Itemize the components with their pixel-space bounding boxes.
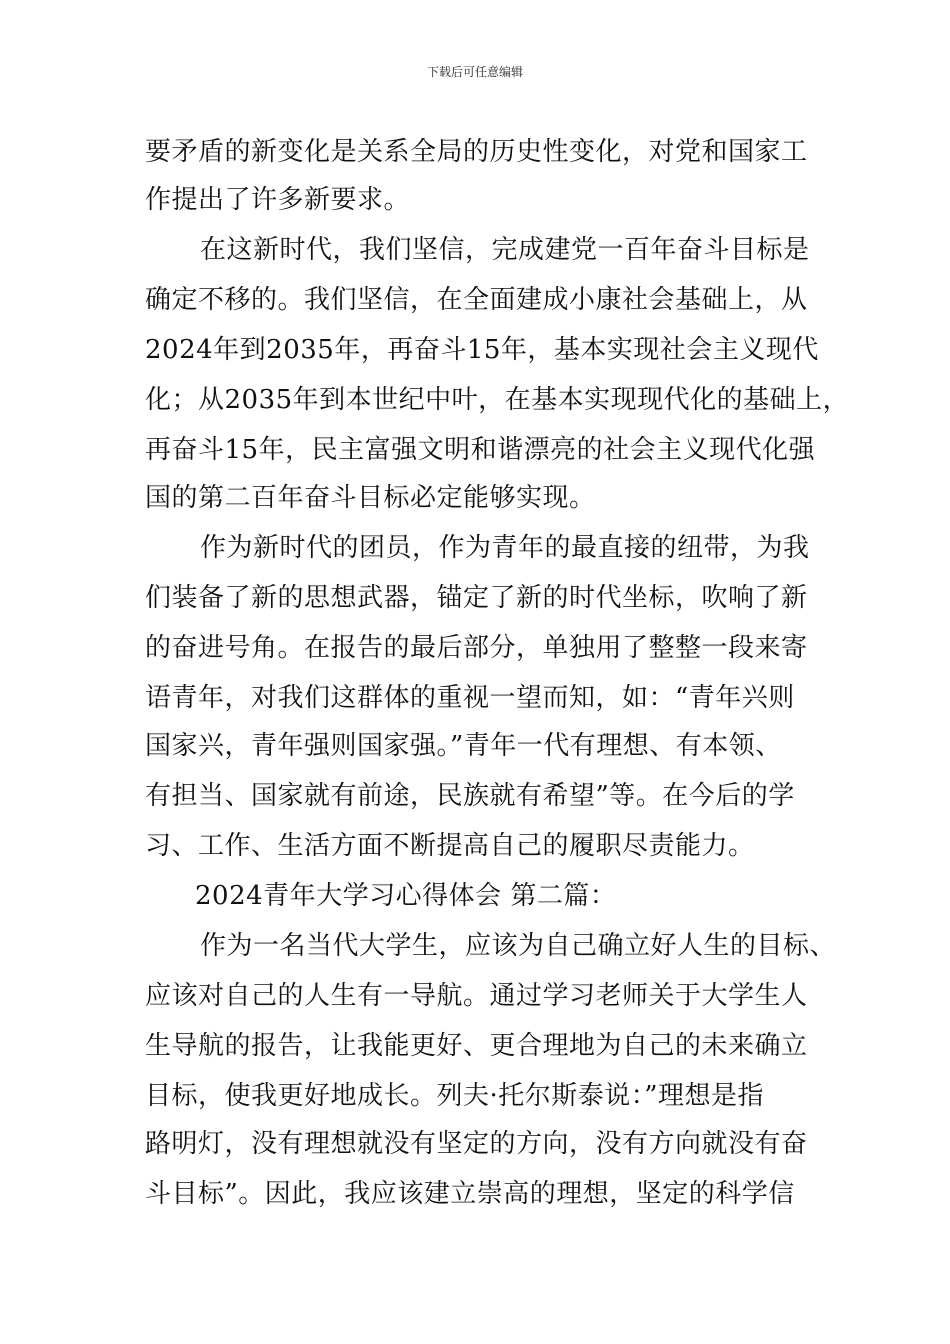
body-line: 国的第二百年奋斗目标必定能够实现。 [145,483,596,513]
body-line: 要矛盾的新变化是关系全局的历史性变化，对党和国家工 [145,137,808,167]
body-line: 路明灯，没有理想就没有坚定的方向，没有方向就没有奋 [145,1129,808,1159]
body-line: 确定不移的。我们坚信，在全面建成小康社会基础上，从 [145,285,808,315]
paragraph-start-line: 在这新时代，我们坚信，完成建党一百年奋斗目标是 [200,235,810,265]
body-line: 习、工作、生活方面不断提高自己的履职尽责能力。 [145,831,755,861]
paragraph-start-line: 作为一名当代大学生，应该为自己确立好人生的目标、 [200,931,837,961]
body-line: 的奋进号角。在报告的最后部分，单独用了整整一段来寄 [145,633,808,663]
body-line: 生导航的报告，让我能更好、更合理地为自己的未来确立 [145,1031,808,1061]
body-line: 语青年，对我们这群体的重视一望而知，如：“青年兴则 [145,683,795,713]
body-line: 国家兴，青年强则国家强。”青年一代有理想、有本领、 [145,731,782,761]
section-heading: 2024青年大学习心得体会 第二篇： [195,881,617,911]
page-header: 下载后可任意编辑 [426,65,523,79]
body-line: 2024年到2035年，再奋斗15年，基本实现社会主义现代 [145,335,819,365]
body-line: 们装备了新的思想武器，锚定了新的时代坐标，吹响了新 [145,583,808,613]
body-line: 目标，使我更好地成长。列夫·托尔斯泰说：”理想是指 [145,1081,765,1111]
body-line: 有担当、国家就有前途，民族就有希望”等。在今后的学 [145,781,795,811]
body-line: 再奋斗15年，民主富强文明和谐漂亮的社会主义现代化强 [145,435,816,465]
body-line: 应该对自己的人生有一导航。通过学习老师关于大学生人 [145,981,808,1011]
paragraph-start-line: 作为新时代的团员，作为青年的最直接的纽带，为我 [200,533,810,563]
body-line: 化；从2035年到本世纪中叶，在基本实现现代化的基础上， [145,385,850,415]
body-line: 作提出了许多新要求。 [145,185,411,215]
body-line: 斗目标”。因此，我应该建立崇高的理想，坚定的科学信 [145,1179,795,1209]
